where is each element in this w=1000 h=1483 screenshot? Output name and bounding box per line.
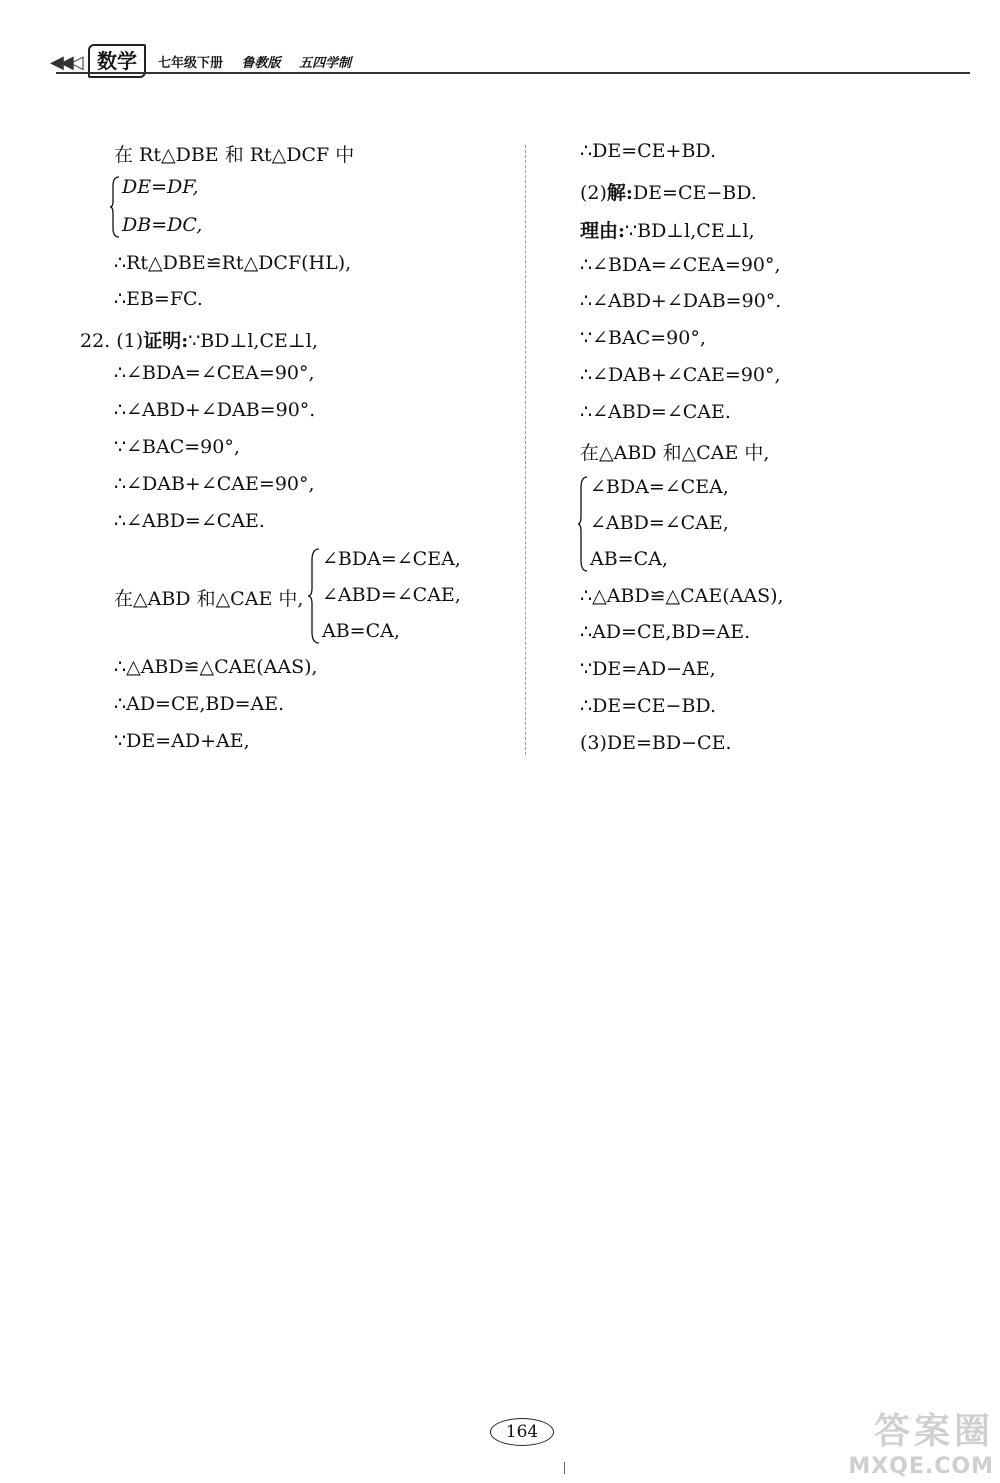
right-line-13: ∵DE=AD−AE,: [580, 658, 716, 680]
footer-tick: [564, 1462, 565, 1474]
solution-label: 解:: [606, 182, 633, 204]
proof-label: 证明:: [143, 330, 189, 352]
left-line-12: ∴AD=CE,BD=AE.: [114, 693, 285, 715]
right-line-1: ∴DE=CE+BD.: [580, 140, 716, 162]
right-line-14: ∴DE=CE−BD.: [580, 695, 716, 717]
left-line-10b: ∠ABD=∠CAE,: [322, 584, 461, 606]
left-line-5: ∴∠BDA=∠CEA=90°,: [114, 362, 315, 384]
watermark-logo: [844, 1403, 994, 1479]
question-number: 22.: [80, 330, 111, 352]
question-part: (1): [116, 330, 144, 352]
grade-label: 七年级下册: [158, 56, 224, 71]
page-number: 164: [490, 1418, 554, 1446]
book-info: [158, 52, 365, 71]
reason-text: ∵BD⊥l,CE⊥l,: [625, 220, 755, 242]
left-line-4: ∴EB=FC.: [114, 288, 203, 310]
right-line-12: ∴AD=CE,BD=AE.: [580, 621, 751, 643]
left-line-6: ∴∠ABD+∠DAB=90°.: [114, 399, 316, 421]
column-divider: [525, 145, 526, 755]
header-decoration: ◀◀◁: [50, 52, 80, 73]
right-line-5: ∴∠ABD+∠DAB=90°.: [580, 290, 782, 312]
part-2-label: (2): [580, 182, 607, 204]
question-text: ∵BD⊥l,CE⊥l,: [188, 330, 318, 352]
edition-label: 鲁教版: [241, 56, 281, 71]
left-line-10c: AB=CA,: [322, 620, 400, 642]
left-line-13: ∵DE=AD+AE,: [114, 730, 250, 752]
page-header: [0, 40, 1000, 80]
part-2-text: DE=CE−BD.: [632, 182, 757, 204]
right-line-4: ∴∠BDA=∠CEA=90°,: [580, 254, 781, 276]
right-line-6: ∵∠BAC=90°,: [580, 327, 706, 349]
left-line-1: 在 Rt△DBE 和 Rt△DCF 中: [114, 144, 355, 166]
left-line-2a: DE=DF,: [122, 176, 199, 198]
left-line-10-prefix: 在△ABD 和△CAE 中,: [114, 588, 304, 610]
left-line-7: ∵∠BAC=90°,: [114, 436, 240, 458]
right-line-9: 在△ABD 和△CAE 中,: [580, 442, 770, 464]
system-label: 五四学制: [299, 56, 352, 71]
left-line-10a: ∠BDA=∠CEA,: [322, 548, 461, 570]
subject-title: 数学: [88, 44, 146, 78]
right-line-11: ∴△ABD≌△CAE(AAS),: [580, 585, 784, 607]
right-line-7: ∴∠DAB+∠CAE=90°,: [580, 364, 781, 386]
left-line-9: ∴∠ABD=∠CAE.: [114, 510, 265, 532]
left-line-3: ∴Rt△DBE≌Rt△DCF(HL),: [114, 252, 352, 274]
right-line-8: ∴∠ABD=∠CAE.: [580, 401, 731, 423]
left-brace-2: [308, 548, 320, 644]
right-line-15: (3)DE=BD−CE.: [580, 732, 732, 754]
right-brace: [578, 476, 588, 572]
right-line-10a: ∠BDA=∠CEA,: [590, 476, 729, 498]
right-line-10c: AB=CA,: [590, 548, 668, 570]
reason-label: 理由:: [580, 220, 626, 242]
left-line-8: ∴∠DAB+∠CAE=90°,: [114, 473, 315, 495]
watermark-text-top: 答案圈: [873, 1411, 994, 1452]
right-line-10b: ∠ABD=∠CAE,: [590, 512, 729, 534]
left-line-11: ∴△ABD≌△CAE(AAS),: [114, 656, 318, 678]
question-22: [80, 326, 318, 353]
watermark-text-bottom: MXQE.COM: [848, 1454, 994, 1479]
right-line-2: [580, 178, 757, 205]
right-line-3: [580, 216, 755, 243]
left-line-2b: DB=DC,: [122, 214, 203, 236]
left-brace-1: [110, 176, 120, 238]
header-rule: [56, 72, 970, 74]
